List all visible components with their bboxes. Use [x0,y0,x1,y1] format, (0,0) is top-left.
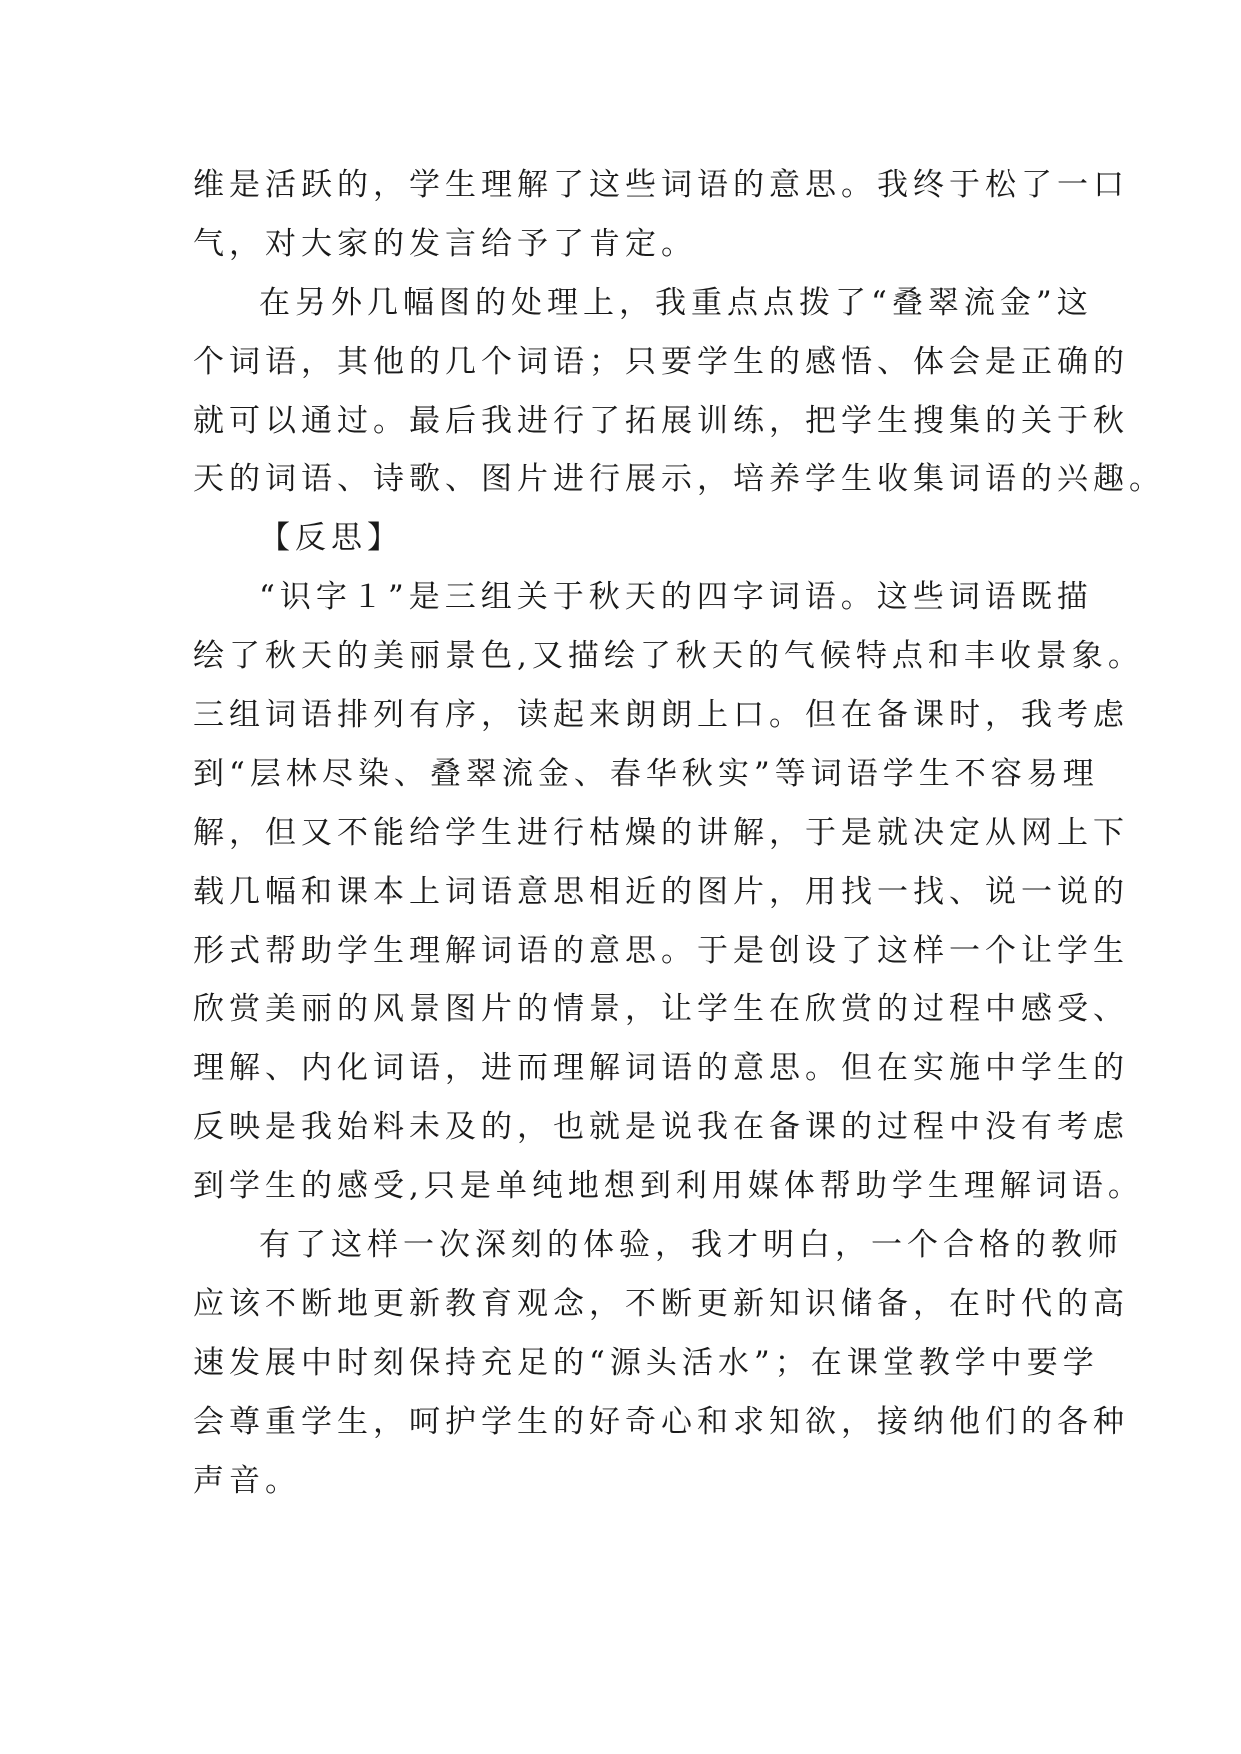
text-line: 载几幅和课本上词语意思相近的图片，用找一找、说一说的 [193,873,1129,910]
text-line: 到学生的感受,只是单纯地想到利用媒体帮助学生理解词语。 [193,1168,1144,1205]
text-line: 在另外几幅图的处理上，我重点点拨了“叠翠流金”这 [259,284,1093,321]
text-line: 三组词语排列有序，读起来朗朗上口。但在备课时，我考虑 [193,697,1129,734]
text-line: 欣赏美丽的风景图片的情景，让学生在欣赏的过程中感受、 [193,991,1129,1028]
text-line: 解，但又不能给学生进行枯燥的讲解，于是就决定从网上下 [193,814,1129,851]
text-line: 声音。 [193,1462,301,1499]
text-line: 就可以通过。最后我进行了拓展训练，把学生搜集的关于秋 [193,402,1129,439]
text-line: 会尊重学生，呵护学生的好奇心和求知欲，接纳他们的各种 [193,1403,1129,1440]
text-line: 形式帮助学生理解词语的意思。于是创设了这样一个让学生 [193,932,1129,969]
text-line: 天的词语、诗歌、图片进行展示，培养学生收集词语的兴趣。 [193,461,1165,498]
text-line: “识字１”是三组关于秋天的四字词语。这些词语既描 [259,579,1093,616]
document-body [193,156,1165,1510]
text-line: 应该不断地更新教育观念，不断更新知识储备，在时代的高 [193,1285,1129,1322]
text-line: 反映是我始料未及的，也就是说我在备课的过程中没有考虑 [193,1109,1129,1146]
text-line: 维是活跃的，学生理解了这些词语的意思。我终于松了一口 [193,167,1129,203]
text-line: 到“层林尽染、叠翠流金、春华秋实”等词语学生不容易理 [193,755,1099,792]
text-line: 气，对大家的发言给予了肯定。 [193,225,697,262]
text-line: 理解、内化词语，进而理解词语的意思。但在实施中学生的 [193,1050,1129,1087]
text-line: 速发展中时刻保持充足的“源头活水”；在课堂教学中要学 [193,1344,1099,1381]
text-line: 绘了秋天的美丽景色,又描绘了秋天的气候特点和丰收景象。 [193,638,1144,675]
text-line: 个词语，其他的几个词语；只要学生的感悟、体会是正确的 [193,343,1129,380]
text-line: 有了这样一次深刻的体验，我才明白，一个合格的教师 [259,1227,1123,1264]
section-heading: 【反思】 [259,520,403,557]
